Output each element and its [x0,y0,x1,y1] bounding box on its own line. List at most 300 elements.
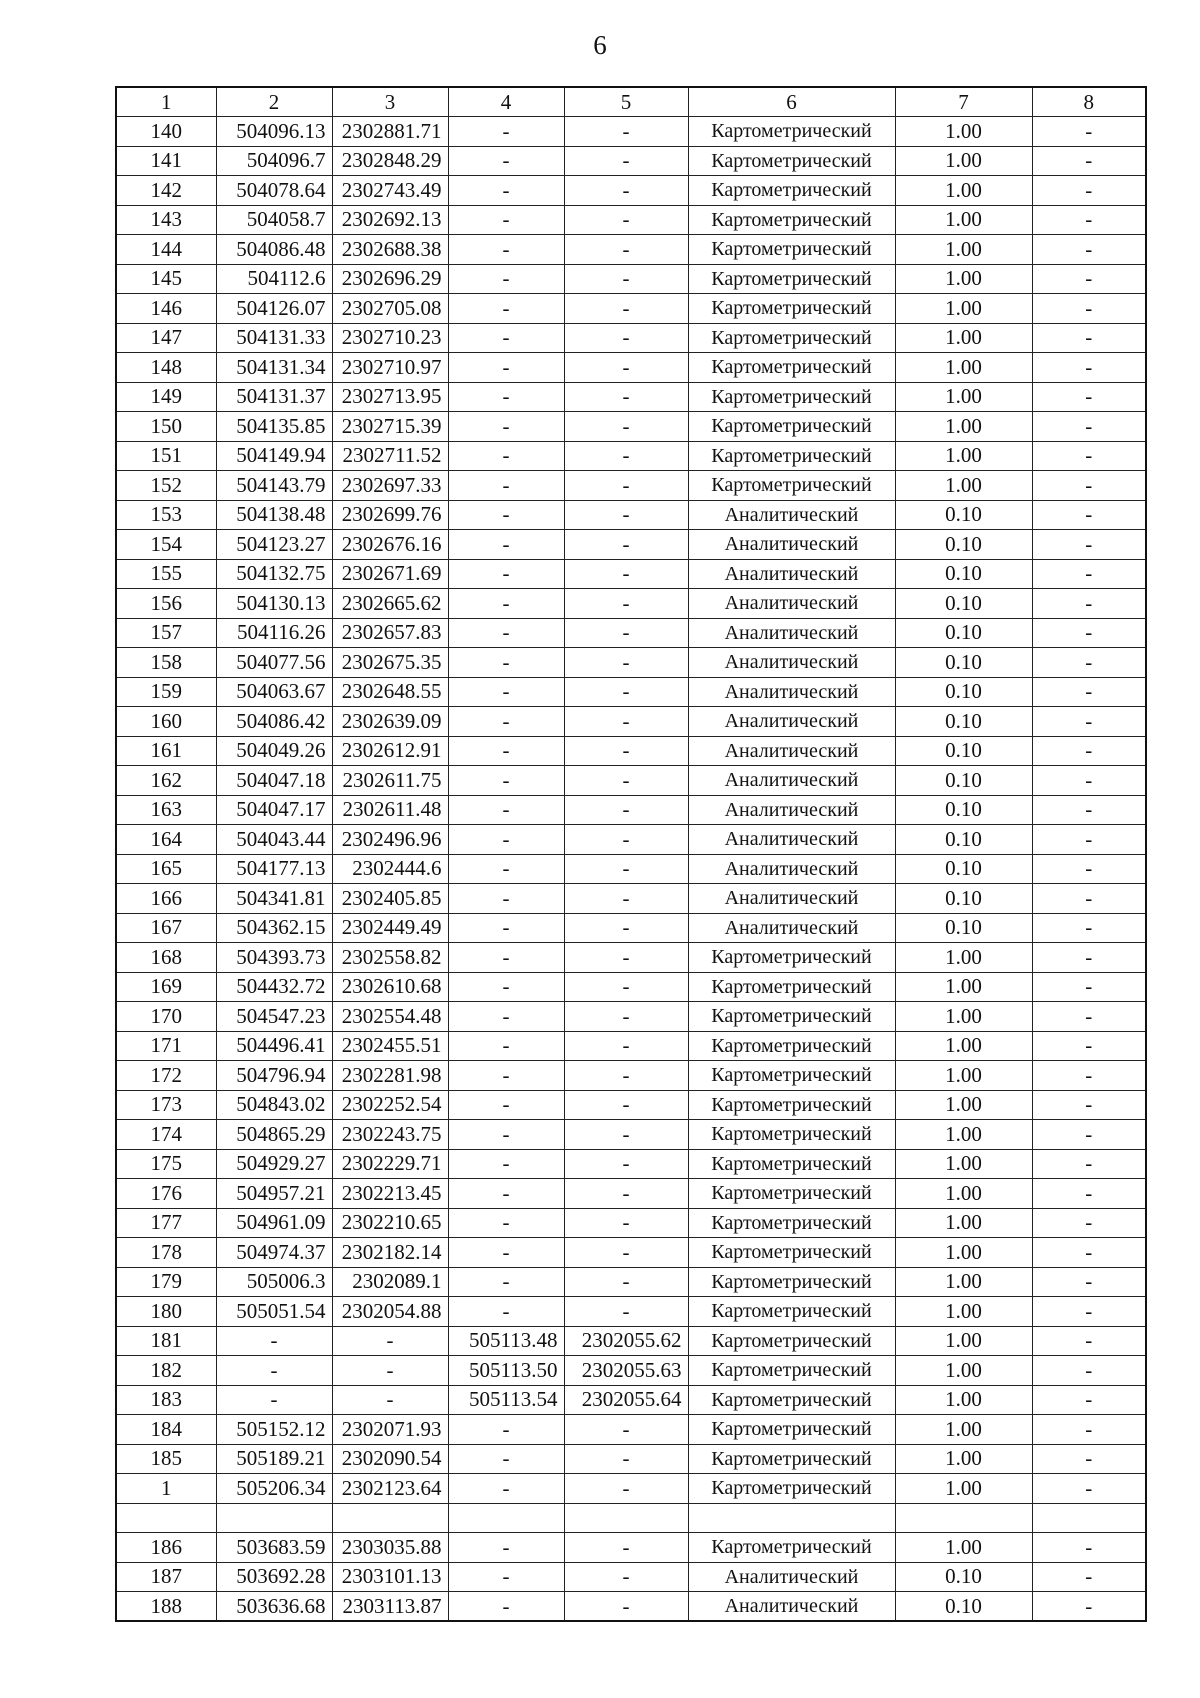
table-row [116,972,1146,1002]
table-cell-col-6: Аналитический [688,766,895,796]
table-cell-col-7: 0.10 [895,913,1032,943]
table-cell-col-5: - [564,1238,688,1268]
table-cell-col-5: - [564,795,688,825]
table-cell-col-6: Картометрический [688,235,895,265]
table-cell-col-3: 2302692.13 [332,205,448,235]
table-cell-col-6: Картометрический [688,1356,895,1386]
table-cell-col-5: - [564,766,688,796]
table-cell-col-3: 2302881.71 [332,117,448,147]
table-cell-col-7: 1.00 [895,943,1032,973]
table-cell-col-4: - [448,825,564,855]
table-cell-col-5: - [564,677,688,707]
table-cell-col-1: 160 [116,707,216,737]
table-cell-col-3: 2302455.51 [332,1031,448,1061]
table-cell-col-7: 1.00 [895,441,1032,471]
table-cell-col-5: - [564,707,688,737]
table-cell-col-3: 2302675.35 [332,648,448,678]
table-cell-col-8: - [1032,1238,1146,1268]
table-cell-col-2: 504131.34 [216,353,332,383]
table-cell-col-1: 144 [116,235,216,265]
table-cell-col-2: 504112.6 [216,264,332,294]
table-cell-col-6: Аналитический [688,795,895,825]
table-cell-col-2: 504086.48 [216,235,332,265]
table-cell-col-6: Картометрический [688,471,895,501]
column-header-4: 4 [448,87,564,117]
table-row [116,1149,1146,1179]
table-cell-col-2: 504177.13 [216,854,332,884]
table-cell-col-4: - [448,471,564,501]
table-cell-col-4: - [448,1208,564,1238]
column-header-6: 6 [688,87,895,117]
table-cell-col-7: 1.00 [895,1090,1032,1120]
table-cell-col-4: - [448,500,564,530]
table-cell-col-1: 146 [116,294,216,324]
table-cell-col-7: 1.00 [895,353,1032,383]
table-cell-col-7: 1.00 [895,323,1032,353]
table-cell-col-2: 504131.37 [216,382,332,412]
table-cell-col-4: - [448,677,564,707]
table-row [116,736,1146,766]
table-cell-col-1: 184 [116,1415,216,1445]
table-cell-col-8: - [1032,677,1146,707]
table-row [116,500,1146,530]
table-cell-col-1: 172 [116,1061,216,1091]
table-row [116,1297,1146,1327]
table-cell-col-4: - [448,1562,564,1592]
table-cell-col-2: 504135.85 [216,412,332,442]
table-cell-col-3: 2302710.97 [332,353,448,383]
table-cell-col-4: - [448,146,564,176]
table-cell-col-8: - [1032,736,1146,766]
table-cell-col-3 [332,1503,448,1533]
table-cell-col-2: 504341.81 [216,884,332,914]
table-cell-col-5: 2302055.62 [564,1326,688,1356]
table-row [116,1179,1146,1209]
table-cell-col-2: 504547.23 [216,1002,332,1032]
table-cell-col-5: 2302055.64 [564,1385,688,1415]
table-cell-col-2: 504063.67 [216,677,332,707]
table-cell-col-5: - [564,441,688,471]
table-cell-col-6: Картометрический [688,1474,895,1504]
table-cell-col-6: Картометрический [688,294,895,324]
table-cell-col-7: 1.00 [895,1120,1032,1150]
table-cell-col-6: Картометрический [688,1120,895,1150]
table-cell-col-4: - [448,1061,564,1091]
table-cell-col-6: Картометрический [688,323,895,353]
table-cell-col-6: Картометрический [688,146,895,176]
table-cell-col-4: - [448,913,564,943]
table-cell-col-8: - [1032,1031,1146,1061]
table-row [116,530,1146,560]
table-cell-col-1: 178 [116,1238,216,1268]
table-row [116,471,1146,501]
table-cell-col-1: 163 [116,795,216,825]
table-cell-col-3: 2302676.16 [332,530,448,560]
table-cell-col-6 [688,1503,895,1533]
table-cell-col-4: - [448,264,564,294]
table-cell-col-5: - [564,972,688,1002]
table-cell-col-5: - [564,1297,688,1327]
table-cell-col-4 [448,1503,564,1533]
table-row [116,589,1146,619]
table-cell-col-5: - [564,323,688,353]
table-row [116,353,1146,383]
table-cell-col-1: 141 [116,146,216,176]
table-cell-col-8: - [1032,1208,1146,1238]
table-cell-col-7: 0.10 [895,795,1032,825]
table-cell-col-6: Картометрический [688,1179,895,1209]
table-cell-col-5: 2302055.63 [564,1356,688,1386]
table-cell-col-6: Картометрический [688,1061,895,1091]
table-cell-col-3: 2302611.48 [332,795,448,825]
table-cell-col-2: 504865.29 [216,1120,332,1150]
table-cell-col-2: 504116.26 [216,618,332,648]
table-cell-col-6: Аналитический [688,559,895,589]
table-cell-col-8: - [1032,1326,1146,1356]
table-cell-col-8: - [1032,1267,1146,1297]
table-cell-col-6: Аналитический [688,736,895,766]
table-cell-col-4: - [448,618,564,648]
column-header-8: 8 [1032,87,1146,117]
table-row [116,235,1146,265]
table-cell-col-5: - [564,382,688,412]
table-cell-col-4: - [448,707,564,737]
table-cell-col-4: - [448,648,564,678]
table-cell-col-1: 155 [116,559,216,589]
table-cell-col-6: Аналитический [688,884,895,914]
column-header-1: 1 [116,87,216,117]
table-cell-col-1: 156 [116,589,216,619]
table-cell-col-1: 148 [116,353,216,383]
table-cell-col-2: 504132.75 [216,559,332,589]
table-cell-col-4: - [448,1533,564,1563]
table-row [116,412,1146,442]
table-row [116,559,1146,589]
table-cell-col-2: - [216,1385,332,1415]
table-cell-col-4: - [448,1474,564,1504]
table-cell-col-2: - [216,1326,332,1356]
table-cell-col-5: - [564,736,688,766]
table-cell-col-4: - [448,235,564,265]
table-row [116,1267,1146,1297]
column-header-2: 2 [216,87,332,117]
table-cell-col-5: - [564,589,688,619]
table-cell-col-7: 0.10 [895,618,1032,648]
table-row [116,205,1146,235]
table-cell-col-2: 505051.54 [216,1297,332,1327]
table-row [116,1562,1146,1592]
table-cell-col-5: - [564,205,688,235]
table-cell-col-3: 2302210.65 [332,1208,448,1238]
table-cell-col-1: 166 [116,884,216,914]
table-cell-col-1: 187 [116,1562,216,1592]
table-cell-col-3: 2302229.71 [332,1149,448,1179]
table-cell-col-2: 503692.28 [216,1562,332,1592]
table-cell-col-6: Аналитический [688,648,895,678]
table-cell-col-7: 0.10 [895,736,1032,766]
table-cell-col-4: - [448,1592,564,1622]
table-cell-col-1: 161 [116,736,216,766]
table-row [116,441,1146,471]
table-cell-col-4: - [448,884,564,914]
table-cell-col-8: - [1032,1179,1146,1209]
table-cell-col-6: Картометрический [688,1149,895,1179]
table-cell-col-6: Картометрический [688,412,895,442]
table-cell-col-4: - [448,1238,564,1268]
table-cell-col-8: - [1032,471,1146,501]
table-cell-col-5: - [564,264,688,294]
table-cell-col-7: 1.00 [895,471,1032,501]
table-cell-col-3: 2302639.09 [332,707,448,737]
table-row [116,146,1146,176]
table-cell-col-6: Аналитический [688,913,895,943]
table-row [116,1238,1146,1268]
table-cell-col-5: - [564,530,688,560]
table-cell-col-5: - [564,1415,688,1445]
table-cell-col-1: 173 [116,1090,216,1120]
table-cell-col-3: 2302243.75 [332,1120,448,1150]
table-cell-col-8: - [1032,353,1146,383]
table-cell-col-8: - [1032,1002,1146,1032]
table-cell-col-3: 2302688.38 [332,235,448,265]
header-row [116,87,1146,117]
table-cell-col-4: - [448,1297,564,1327]
table-cell-col-7: 1.00 [895,382,1032,412]
page-number: 6 [593,30,607,60]
table-cell-col-4: - [448,1149,564,1179]
table-row [116,707,1146,737]
table-cell-col-1: 185 [116,1444,216,1474]
table-cell-col-8: - [1032,559,1146,589]
table-cell-col-4: 505113.48 [448,1326,564,1356]
table-cell-col-4: 505113.54 [448,1385,564,1415]
table-cell-col-7: 0.10 [895,589,1032,619]
table-cell-col-3: 2302711.52 [332,441,448,471]
table-cell-col-3: 2302648.55 [332,677,448,707]
table-cell-col-3: 2302071.93 [332,1415,448,1445]
table-cell-col-8: - [1032,707,1146,737]
table-cell-col-4: - [448,117,564,147]
table-cell-col-8: - [1032,1120,1146,1150]
table-row [116,1444,1146,1474]
table-cell-col-6: Картометрический [688,1002,895,1032]
table-cell-col-4: - [448,795,564,825]
table-cell-col-7: 1.00 [895,1061,1032,1091]
table-row [116,648,1146,678]
table-cell-col-7: 1.00 [895,1031,1032,1061]
table-cell-col-7: 0.10 [895,825,1032,855]
table-cell-col-6: Аналитический [688,677,895,707]
table-cell-col-7: 1.00 [895,235,1032,265]
table-row [116,825,1146,855]
table-cell-col-8: - [1032,1149,1146,1179]
table-cell-col-1 [116,1503,216,1533]
table-cell-col-1: 149 [116,382,216,412]
table-cell-col-2: 505006.3 [216,1267,332,1297]
table-cell-col-5: - [564,117,688,147]
table-cell-col-3: - [332,1326,448,1356]
table-cell-col-3: - [332,1356,448,1386]
table-cell-col-7: 0.10 [895,530,1032,560]
table-cell-col-8: - [1032,382,1146,412]
table-cell-col-5: - [564,1592,688,1622]
table-cell-col-2: 504058.7 [216,205,332,235]
table-cell-col-4: - [448,589,564,619]
table-cell-col-4: - [448,382,564,412]
table-cell-col-7: 1.00 [895,117,1032,147]
table-cell-col-2: 505189.21 [216,1444,332,1474]
table-cell-col-4: - [448,323,564,353]
table-cell-col-1: 186 [116,1533,216,1563]
table-cell-col-8: - [1032,530,1146,560]
table-cell-col-7: 1.00 [895,1415,1032,1445]
table-row [116,382,1146,412]
table-cell-col-1: 168 [116,943,216,973]
table-cell-col-2: 504149.94 [216,441,332,471]
table-cell-col-6: Аналитический [688,500,895,530]
table-cell-col-4: - [448,1179,564,1209]
table-cell-col-7: 0.10 [895,648,1032,678]
table-cell-col-3: 2302405.85 [332,884,448,914]
table-cell-col-7: 1.00 [895,1356,1032,1386]
table-cell-col-2: 504957.21 [216,1179,332,1209]
table-cell-col-5: - [564,1031,688,1061]
table-cell-col-8: - [1032,795,1146,825]
table-row [116,176,1146,206]
table-cell-col-6: Картометрический [688,1208,895,1238]
table-cell-col-8: - [1032,1444,1146,1474]
table-cell-col-7: 1.00 [895,146,1032,176]
table-cell-col-7: 1.00 [895,1474,1032,1504]
table-cell-col-3: 2302705.08 [332,294,448,324]
table-cell-col-3: 2303035.88 [332,1533,448,1563]
table-cell-col-5: - [564,1179,688,1209]
table-cell-col-3: 2302715.39 [332,412,448,442]
table-cell-col-4: - [448,1031,564,1061]
table-cell-col-2: 504843.02 [216,1090,332,1120]
table-cell-col-5: - [564,471,688,501]
table-row [116,117,1146,147]
table-cell-col-3: 2302054.88 [332,1297,448,1327]
table-cell-col-5: - [564,294,688,324]
table-cell-col-1: 153 [116,500,216,530]
table-cell-col-6: Картометрический [688,1533,895,1563]
table-cell-col-1: 164 [116,825,216,855]
table-row [116,1474,1146,1504]
table-cell-col-2: 504047.17 [216,795,332,825]
column-header-3: 3 [332,87,448,117]
table-cell-col-7: 0.10 [895,707,1032,737]
table-cell-col-1: 140 [116,117,216,147]
table-cell-col-2: 504496.41 [216,1031,332,1061]
table-cell-col-3: 2302444.6 [332,854,448,884]
table-cell-col-4: - [448,530,564,560]
table-cell-col-7: 0.10 [895,500,1032,530]
table-cell-col-8: - [1032,441,1146,471]
table-cell-col-2: 504138.48 [216,500,332,530]
table-cell-col-5: - [564,913,688,943]
table-cell-col-2: 504077.56 [216,648,332,678]
table-cell-col-1: 151 [116,441,216,471]
table-cell-col-2: 504047.18 [216,766,332,796]
table-cell-col-1: 157 [116,618,216,648]
table-cell-col-1: 180 [116,1297,216,1327]
table-row [116,1503,1146,1533]
table-cell-col-7: 1.00 [895,1444,1032,1474]
table-row [116,1385,1146,1415]
table-cell-col-1: 143 [116,205,216,235]
table-cell-col-1: 174 [116,1120,216,1150]
table-cell-col-1: 175 [116,1149,216,1179]
table-cell-col-5: - [564,1444,688,1474]
table-cell-col-1: 145 [116,264,216,294]
table-cell-col-3: 2302743.49 [332,176,448,206]
table-row [116,1061,1146,1091]
table-cell-col-1: 142 [116,176,216,206]
table-cell-col-3: - [332,1385,448,1415]
table-cell-col-5: - [564,1562,688,1592]
table-cell-col-7: 1.00 [895,972,1032,1002]
table-cell-col-4: - [448,1090,564,1120]
table-row [116,1326,1146,1356]
table-row [116,1031,1146,1061]
table-cell-col-8 [1032,1503,1146,1533]
table-cell-col-8: - [1032,294,1146,324]
table-cell-col-2: 504143.79 [216,471,332,501]
table-cell-col-6: Картометрический [688,1238,895,1268]
table-header [116,87,1146,117]
table-cell-col-5: - [564,1149,688,1179]
table-cell-col-2: 504078.64 [216,176,332,206]
table-cell-col-7: 0.10 [895,766,1032,796]
table-cell-col-8: - [1032,117,1146,147]
table-cell-col-7: 1.00 [895,264,1032,294]
table-cell-col-8: - [1032,854,1146,884]
table-cell-col-7: 1.00 [895,1149,1032,1179]
table-cell-col-8: - [1032,825,1146,855]
table-cell-col-3: 2302699.76 [332,500,448,530]
table-cell-col-8: - [1032,766,1146,796]
table-row [116,323,1146,353]
table-cell-col-4: - [448,1444,564,1474]
table-cell-col-8: - [1032,235,1146,265]
table-cell-col-1: 183 [116,1385,216,1415]
table-cell-col-4: - [448,412,564,442]
table-cell-col-4: - [448,943,564,973]
table-cell-col-8: - [1032,323,1146,353]
table-cell-col-2: - [216,1356,332,1386]
table-cell-col-4: 505113.50 [448,1356,564,1386]
table-row [116,1120,1146,1150]
table-cell-col-1: 147 [116,323,216,353]
table-cell-col-3: 2302665.62 [332,589,448,619]
table-cell-col-2: 503636.68 [216,1592,332,1622]
table-cell-col-7: 0.10 [895,884,1032,914]
table-cell-col-3: 2302496.96 [332,825,448,855]
table-cell-col-3: 2302213.45 [332,1179,448,1209]
table-cell-col-2: 505206.34 [216,1474,332,1504]
table-cell-col-2: 504043.44 [216,825,332,855]
table-cell-col-7: 1.00 [895,1238,1032,1268]
table-cell-col-8: - [1032,146,1146,176]
table-cell-col-2: 504393.73 [216,943,332,973]
table-cell-col-2: 504961.09 [216,1208,332,1238]
table-row [116,1415,1146,1445]
table-cell-col-7: 1.00 [895,1208,1032,1238]
table-cell-col-8: - [1032,913,1146,943]
table-cell-col-5: - [564,1533,688,1563]
table-cell-col-5: - [564,1002,688,1032]
